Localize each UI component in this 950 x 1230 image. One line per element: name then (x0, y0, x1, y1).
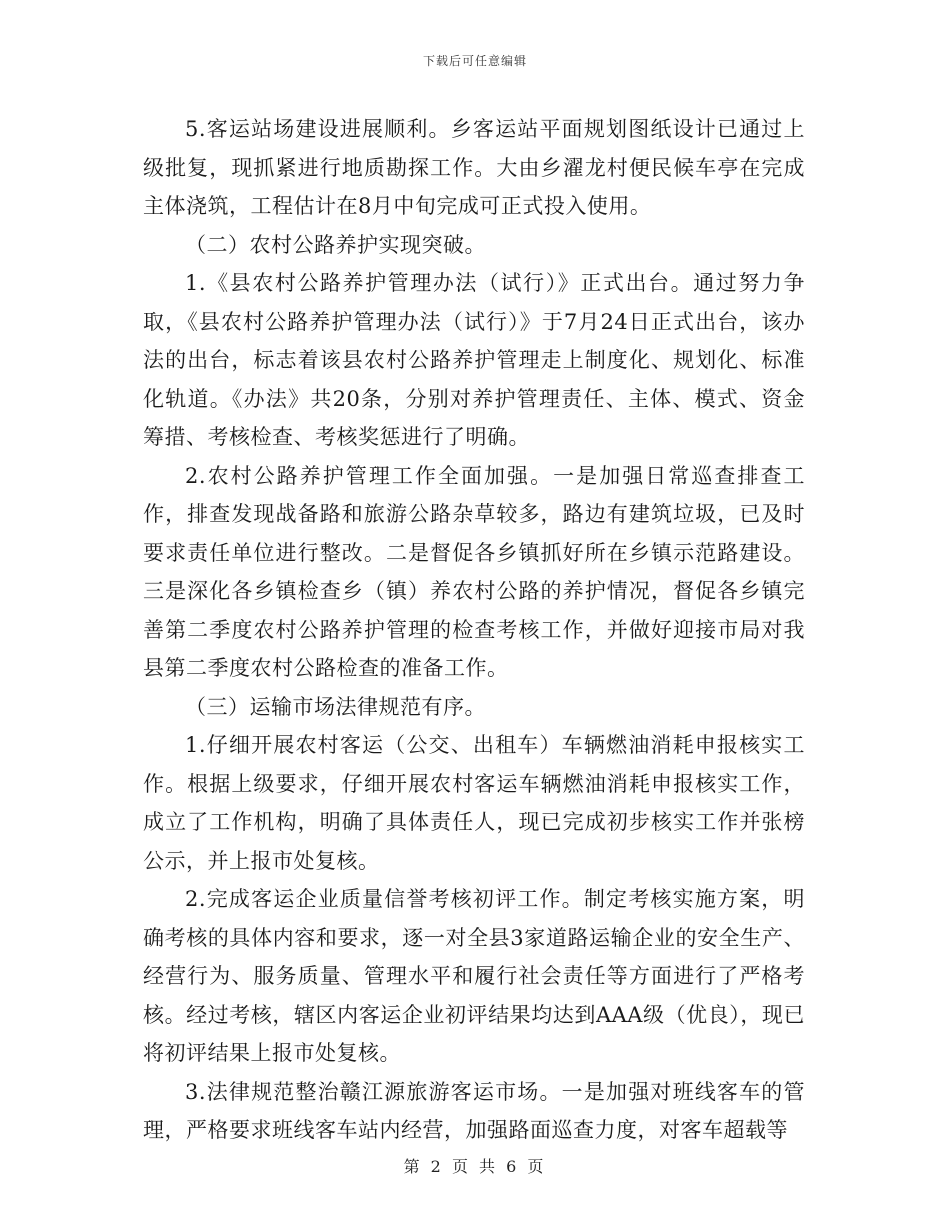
paragraph-maintenance-strengthened: 2.农村公路养护管理工作全面加强。一是加强日常巡查排查工作，排查发现战备路和旅游公路杂草较多，路边有建筑垃圾，已及时要求责任单位进行整改。二是督促各乡镇抓好所在乡镇示范路建设。三是深化各乡镇检查乡（镇）养农村公路的养护情况，督促各乡镇完善第二季度农村公路养护管理的检查考核工作，并做好迎接市局对我县第二季度农村公路检查的准备工作。 (143, 463, 805, 680)
section-heading-road-maintenance: （二）农村公路养护实现突破。 (185, 232, 486, 257)
paragraph-credit-assessment: 2.完成客运企业质量信誉考核初评工作。制定考核实施方案，明确考核的具体内容和要求，逐一对全县3家道路运输企业的安全生产、经营行为、服务质量、管理水平和履行社会责任等方面进行了严格考核。经过考核，辖区内客运企业初评结果均达到AAA级（优良），现已将初评结果上报市处复核。 (143, 887, 805, 1065)
page-number: 第 2 页 共 6 页 (403, 1157, 547, 1176)
paragraph-tourism-market: 3.法律规范整治赣江源旅游客运市场。一是加强对班线客车的管理，严格要求班线客车站内经营，加强路面巡查力度，对客车超载等 (143, 1079, 805, 1142)
paragraph-maintenance-measures: 1.《县农村公路养护管理办法（试行）》正式出台。通过努力争取，《县农村公路养护管理办法（试行）》于7月24日正式出台，该办法的出台，标志着该县农村公路养护管理走上制度化、规划化、标准化轨道。《办法》共20条，分别对养护管理责任、主体、模式、资金筹措、考核检查、考核奖惩进行了明确。 (143, 271, 805, 449)
page-header: 下载后可任意编辑 (422, 54, 527, 68)
paragraph-station-construction: 5.客运站场建设进展顺利。乡客运站平面规划图纸设计已通过上级批复，现抓紧进行地质勘探工作。大由乡濯龙村便民候车亭在完成主体浇筑，工程估计在8月中旬完成可正式投入使用。 (143, 117, 805, 218)
section-heading-transport-market: （三）运输市场法律规范有序。 (185, 694, 486, 719)
document-body (143, 110, 805, 1150)
paragraph-fuel-consumption: 1.仔细开展农村客运（公交、出租车）车辆燃油消耗申报核实工作。根据上级要求，仔细开展农村客运车辆燃油消耗申报核实工作，成立了工作机构，明确了具体责任人，现已完成初步核实工作并张榜公示，并上报市处复核。 (143, 733, 805, 873)
